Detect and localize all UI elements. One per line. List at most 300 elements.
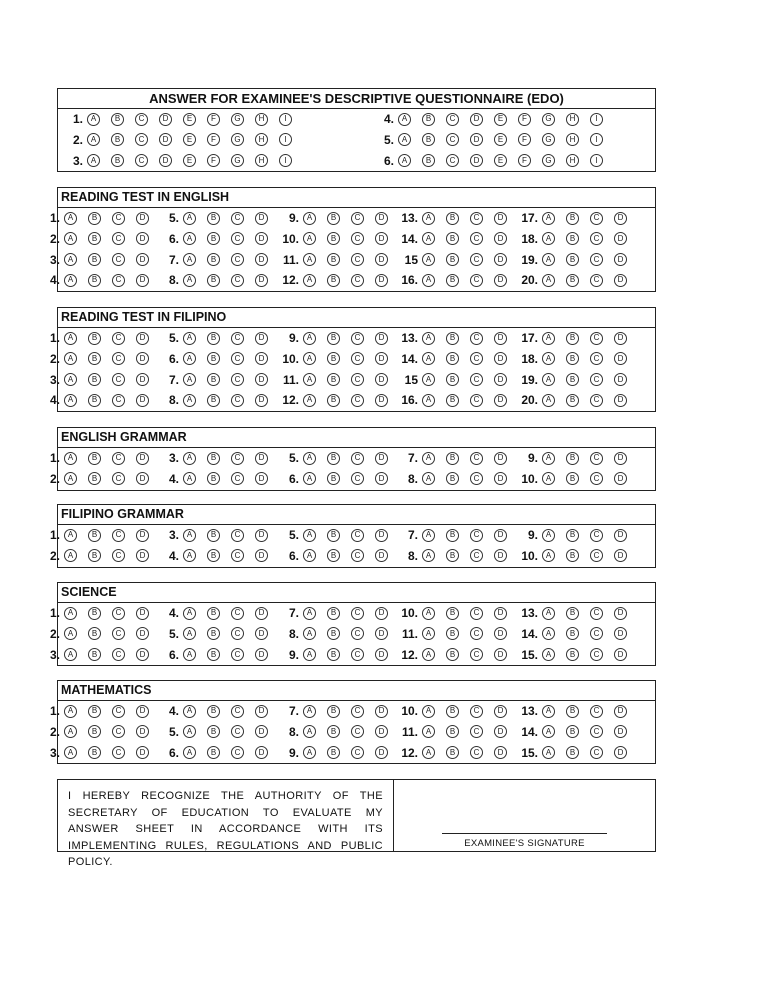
answer-bubble-c[interactable]: C xyxy=(231,549,244,562)
answer-bubble-b[interactable]: B xyxy=(88,648,101,661)
answer-bubble-a[interactable]: A xyxy=(303,253,316,266)
answer-bubble-d[interactable]: D xyxy=(255,648,268,661)
answer-bubble-d[interactable]: D xyxy=(136,274,149,287)
answer-bubble-a[interactable]: A xyxy=(542,627,555,640)
answer-bubble-a[interactable]: A xyxy=(422,529,435,542)
answer-bubble-c[interactable]: C xyxy=(351,253,364,266)
answer-bubble-g[interactable]: G xyxy=(231,113,244,126)
answer-bubble-a[interactable]: A xyxy=(422,725,435,738)
answer-bubble-a[interactable]: A xyxy=(87,154,100,167)
answer-bubble-d[interactable]: D xyxy=(136,529,149,542)
answer-bubble-a[interactable]: A xyxy=(422,472,435,485)
answer-bubble-c[interactable]: C xyxy=(470,529,483,542)
answer-bubble-a[interactable]: A xyxy=(422,373,435,386)
answer-bubble-a[interactable]: A xyxy=(542,472,555,485)
answer-bubble-b[interactable]: B xyxy=(88,529,101,542)
answer-bubble-c[interactable]: C xyxy=(470,607,483,620)
answer-bubble-c[interactable]: C xyxy=(112,746,125,759)
answer-bubble-b[interactable]: B xyxy=(207,352,220,365)
answer-bubble-a[interactable]: A xyxy=(303,705,316,718)
answer-bubble-d[interactable]: D xyxy=(494,607,507,620)
answer-bubble-b[interactable]: B xyxy=(446,529,459,542)
answer-bubble-d[interactable]: D xyxy=(375,373,388,386)
answer-bubble-b[interactable]: B xyxy=(566,549,579,562)
answer-bubble-b[interactable]: B xyxy=(327,352,340,365)
answer-bubble-c[interactable]: C xyxy=(470,352,483,365)
answer-bubble-b[interactable]: B xyxy=(446,648,459,661)
answer-bubble-b[interactable]: B xyxy=(88,352,101,365)
answer-bubble-c[interactable]: C xyxy=(231,746,244,759)
answer-bubble-d[interactable]: D xyxy=(255,352,268,365)
answer-bubble-c[interactable]: C xyxy=(112,352,125,365)
answer-bubble-a[interactable]: A xyxy=(183,725,196,738)
answer-bubble-c[interactable]: C xyxy=(590,212,603,225)
answer-bubble-d[interactable]: D xyxy=(494,232,507,245)
answer-bubble-a[interactable]: A xyxy=(422,746,435,759)
answer-bubble-c[interactable]: C xyxy=(470,725,483,738)
answer-bubble-d[interactable]: D xyxy=(614,332,627,345)
answer-bubble-c[interactable]: C xyxy=(351,725,364,738)
answer-bubble-d[interactable]: D xyxy=(136,332,149,345)
answer-bubble-c[interactable]: C xyxy=(135,113,148,126)
answer-bubble-a[interactable]: A xyxy=(303,746,316,759)
answer-bubble-b[interactable]: B xyxy=(566,212,579,225)
answer-bubble-g[interactable]: G xyxy=(231,133,244,146)
answer-bubble-a[interactable]: A xyxy=(183,746,196,759)
answer-bubble-d[interactable]: D xyxy=(136,627,149,640)
answer-bubble-b[interactable]: B xyxy=(446,607,459,620)
answer-bubble-a[interactable]: A xyxy=(542,746,555,759)
answer-bubble-c[interactable]: C xyxy=(470,549,483,562)
answer-bubble-f[interactable]: F xyxy=(518,154,531,167)
answer-bubble-c[interactable]: C xyxy=(351,607,364,620)
answer-bubble-f[interactable]: F xyxy=(518,133,531,146)
answer-bubble-c[interactable]: C xyxy=(112,627,125,640)
answer-bubble-g[interactable]: G xyxy=(231,154,244,167)
answer-bubble-g[interactable]: G xyxy=(542,154,555,167)
answer-bubble-d[interactable]: D xyxy=(375,472,388,485)
answer-bubble-c[interactable]: C xyxy=(470,452,483,465)
answer-bubble-a[interactable]: A xyxy=(183,648,196,661)
answer-bubble-a[interactable]: A xyxy=(64,746,77,759)
answer-bubble-b[interactable]: B xyxy=(207,452,220,465)
answer-bubble-d[interactable]: D xyxy=(614,274,627,287)
answer-bubble-c[interactable]: C xyxy=(231,274,244,287)
answer-bubble-b[interactable]: B xyxy=(327,529,340,542)
answer-bubble-a[interactable]: A xyxy=(64,529,77,542)
answer-bubble-b[interactable]: B xyxy=(566,607,579,620)
answer-bubble-e[interactable]: E xyxy=(183,154,196,167)
answer-bubble-c[interactable]: C xyxy=(112,232,125,245)
answer-bubble-c[interactable]: C xyxy=(351,746,364,759)
answer-bubble-a[interactable]: A xyxy=(303,394,316,407)
answer-bubble-c[interactable]: C xyxy=(351,648,364,661)
answer-bubble-c[interactable]: C xyxy=(231,648,244,661)
answer-bubble-b[interactable]: B xyxy=(446,549,459,562)
answer-bubble-d[interactable]: D xyxy=(255,394,268,407)
answer-bubble-a[interactable]: A xyxy=(87,113,100,126)
answer-bubble-a[interactable]: A xyxy=(64,607,77,620)
answer-bubble-c[interactable]: C xyxy=(112,373,125,386)
answer-bubble-b[interactable]: B xyxy=(566,274,579,287)
answer-bubble-d[interactable]: D xyxy=(375,725,388,738)
answer-bubble-d[interactable]: D xyxy=(136,549,149,562)
answer-bubble-d[interactable]: D xyxy=(136,232,149,245)
answer-bubble-a[interactable]: A xyxy=(422,274,435,287)
answer-bubble-a[interactable]: A xyxy=(303,274,316,287)
answer-bubble-a[interactable]: A xyxy=(303,452,316,465)
answer-bubble-c[interactable]: C xyxy=(351,373,364,386)
answer-bubble-a[interactable]: A xyxy=(422,232,435,245)
answer-bubble-c[interactable]: C xyxy=(590,452,603,465)
answer-bubble-b[interactable]: B xyxy=(327,472,340,485)
answer-bubble-b[interactable]: B xyxy=(566,394,579,407)
answer-bubble-b[interactable]: B xyxy=(446,352,459,365)
answer-bubble-i[interactable]: I xyxy=(279,154,292,167)
answer-bubble-h[interactable]: H xyxy=(566,133,579,146)
answer-bubble-b[interactable]: B xyxy=(422,113,435,126)
answer-bubble-c[interactable]: C xyxy=(135,133,148,146)
answer-bubble-c[interactable]: C xyxy=(112,332,125,345)
answer-bubble-b[interactable]: B xyxy=(207,746,220,759)
answer-bubble-c[interactable]: C xyxy=(590,648,603,661)
answer-bubble-c[interactable]: C xyxy=(590,529,603,542)
answer-bubble-b[interactable]: B xyxy=(566,472,579,485)
answer-bubble-d[interactable]: D xyxy=(614,253,627,266)
answer-bubble-b[interactable]: B xyxy=(566,373,579,386)
answer-bubble-d[interactable]: D xyxy=(159,133,172,146)
answer-bubble-d[interactable]: D xyxy=(614,394,627,407)
answer-bubble-c[interactable]: C xyxy=(446,133,459,146)
answer-bubble-b[interactable]: B xyxy=(327,746,340,759)
answer-bubble-d[interactable]: D xyxy=(494,394,507,407)
answer-bubble-b[interactable]: B xyxy=(446,705,459,718)
answer-bubble-a[interactable]: A xyxy=(542,373,555,386)
answer-bubble-a[interactable]: A xyxy=(398,113,411,126)
answer-bubble-b[interactable]: B xyxy=(327,725,340,738)
answer-bubble-b[interactable]: B xyxy=(207,212,220,225)
answer-bubble-a[interactable]: A xyxy=(183,274,196,287)
answer-bubble-a[interactable]: A xyxy=(542,725,555,738)
answer-bubble-c[interactable]: C xyxy=(231,472,244,485)
answer-bubble-c[interactable]: C xyxy=(231,373,244,386)
answer-bubble-d[interactable]: D xyxy=(159,113,172,126)
answer-bubble-c[interactable]: C xyxy=(231,394,244,407)
answer-bubble-b[interactable]: B xyxy=(327,332,340,345)
answer-bubble-c[interactable]: C xyxy=(470,705,483,718)
answer-bubble-d[interactable]: D xyxy=(159,154,172,167)
answer-bubble-a[interactable]: A xyxy=(303,373,316,386)
answer-bubble-c[interactable]: C xyxy=(590,627,603,640)
answer-bubble-b[interactable]: B xyxy=(566,705,579,718)
answer-bubble-a[interactable]: A xyxy=(422,452,435,465)
answer-bubble-a[interactable]: A xyxy=(542,212,555,225)
answer-bubble-c[interactable]: C xyxy=(231,332,244,345)
answer-bubble-c[interactable]: C xyxy=(590,253,603,266)
answer-bubble-c[interactable]: C xyxy=(135,154,148,167)
answer-bubble-b[interactable]: B xyxy=(207,274,220,287)
answer-bubble-a[interactable]: A xyxy=(64,549,77,562)
answer-bubble-d[interactable]: D xyxy=(375,332,388,345)
answer-bubble-d[interactable]: D xyxy=(255,725,268,738)
answer-bubble-d[interactable]: D xyxy=(375,627,388,640)
answer-bubble-b[interactable]: B xyxy=(88,394,101,407)
answer-bubble-d[interactable]: D xyxy=(375,648,388,661)
answer-bubble-d[interactable]: D xyxy=(614,232,627,245)
answer-bubble-d[interactable]: D xyxy=(375,253,388,266)
answer-bubble-d[interactable]: D xyxy=(255,607,268,620)
answer-bubble-c[interactable]: C xyxy=(590,746,603,759)
answer-bubble-b[interactable]: B xyxy=(88,627,101,640)
answer-bubble-b[interactable]: B xyxy=(566,529,579,542)
answer-bubble-d[interactable]: D xyxy=(494,332,507,345)
answer-bubble-a[interactable]: A xyxy=(64,332,77,345)
answer-bubble-c[interactable]: C xyxy=(590,332,603,345)
answer-bubble-c[interactable]: C xyxy=(231,212,244,225)
answer-bubble-c[interactable]: C xyxy=(231,452,244,465)
answer-bubble-b[interactable]: B xyxy=(446,746,459,759)
answer-bubble-d[interactable]: D xyxy=(494,274,507,287)
answer-bubble-d[interactable]: D xyxy=(136,452,149,465)
answer-bubble-b[interactable]: B xyxy=(566,232,579,245)
answer-bubble-g[interactable]: G xyxy=(542,113,555,126)
answer-bubble-d[interactable]: D xyxy=(614,472,627,485)
answer-bubble-b[interactable]: B xyxy=(446,232,459,245)
answer-bubble-a[interactable]: A xyxy=(542,529,555,542)
answer-bubble-b[interactable]: B xyxy=(327,648,340,661)
answer-bubble-c[interactable]: C xyxy=(351,394,364,407)
answer-bubble-c[interactable]: C xyxy=(112,452,125,465)
answer-bubble-b[interactable]: B xyxy=(207,332,220,345)
answer-bubble-c[interactable]: C xyxy=(590,607,603,620)
answer-bubble-a[interactable]: A xyxy=(422,394,435,407)
answer-bubble-a[interactable]: A xyxy=(542,549,555,562)
answer-bubble-d[interactable]: D xyxy=(614,725,627,738)
answer-bubble-c[interactable]: C xyxy=(446,154,459,167)
answer-bubble-a[interactable]: A xyxy=(303,212,316,225)
answer-bubble-a[interactable]: A xyxy=(183,253,196,266)
answer-bubble-d[interactable]: D xyxy=(494,352,507,365)
answer-bubble-c[interactable]: C xyxy=(470,648,483,661)
answer-bubble-c[interactable]: C xyxy=(112,607,125,620)
answer-bubble-a[interactable]: A xyxy=(64,452,77,465)
answer-bubble-i[interactable]: I xyxy=(590,133,603,146)
answer-bubble-c[interactable]: C xyxy=(231,705,244,718)
answer-bubble-c[interactable]: C xyxy=(112,394,125,407)
answer-bubble-b[interactable]: B xyxy=(446,394,459,407)
answer-bubble-b[interactable]: B xyxy=(207,705,220,718)
answer-bubble-a[interactable]: A xyxy=(422,212,435,225)
answer-bubble-d[interactable]: D xyxy=(255,746,268,759)
answer-bubble-a[interactable]: A xyxy=(422,705,435,718)
answer-bubble-b[interactable]: B xyxy=(111,113,124,126)
answer-bubble-d[interactable]: D xyxy=(255,373,268,386)
answer-bubble-a[interactable]: A xyxy=(542,648,555,661)
answer-bubble-b[interactable]: B xyxy=(327,212,340,225)
answer-bubble-d[interactable]: D xyxy=(375,529,388,542)
answer-bubble-d[interactable]: D xyxy=(494,253,507,266)
answer-bubble-a[interactable]: A xyxy=(64,627,77,640)
answer-bubble-d[interactable]: D xyxy=(494,529,507,542)
answer-bubble-d[interactable]: D xyxy=(375,607,388,620)
answer-bubble-d[interactable]: D xyxy=(614,529,627,542)
answer-bubble-h[interactable]: H xyxy=(566,154,579,167)
answer-bubble-a[interactable]: A xyxy=(87,133,100,146)
answer-bubble-a[interactable]: A xyxy=(542,394,555,407)
answer-bubble-d[interactable]: D xyxy=(614,627,627,640)
answer-bubble-c[interactable]: C xyxy=(112,705,125,718)
answer-bubble-d[interactable]: D xyxy=(614,352,627,365)
answer-bubble-d[interactable]: D xyxy=(255,529,268,542)
answer-bubble-b[interactable]: B xyxy=(566,352,579,365)
answer-bubble-b[interactable]: B xyxy=(207,373,220,386)
answer-bubble-a[interactable]: A xyxy=(398,154,411,167)
answer-bubble-c[interactable]: C xyxy=(231,253,244,266)
answer-bubble-d[interactable]: D xyxy=(136,373,149,386)
answer-bubble-c[interactable]: C xyxy=(112,274,125,287)
answer-bubble-b[interactable]: B xyxy=(207,472,220,485)
answer-bubble-c[interactable]: C xyxy=(351,274,364,287)
answer-bubble-a[interactable]: A xyxy=(542,452,555,465)
answer-bubble-c[interactable]: C xyxy=(231,725,244,738)
answer-bubble-a[interactable]: A xyxy=(422,352,435,365)
answer-bubble-c[interactable]: C xyxy=(112,648,125,661)
answer-bubble-d[interactable]: D xyxy=(255,274,268,287)
answer-bubble-b[interactable]: B xyxy=(88,253,101,266)
answer-bubble-c[interactable]: C xyxy=(590,725,603,738)
answer-bubble-c[interactable]: C xyxy=(231,627,244,640)
answer-bubble-c[interactable]: C xyxy=(231,607,244,620)
answer-bubble-d[interactable]: D xyxy=(375,549,388,562)
answer-bubble-b[interactable]: B xyxy=(88,232,101,245)
answer-bubble-b[interactable]: B xyxy=(88,705,101,718)
answer-bubble-c[interactable]: C xyxy=(590,373,603,386)
answer-bubble-b[interactable]: B xyxy=(446,725,459,738)
answer-bubble-c[interactable]: C xyxy=(470,232,483,245)
answer-bubble-a[interactable]: A xyxy=(303,607,316,620)
answer-bubble-a[interactable]: A xyxy=(183,332,196,345)
answer-bubble-d[interactable]: D xyxy=(375,394,388,407)
answer-bubble-b[interactable]: B xyxy=(566,648,579,661)
answer-bubble-b[interactable]: B xyxy=(207,648,220,661)
answer-bubble-d[interactable]: D xyxy=(255,332,268,345)
answer-bubble-d[interactable]: D xyxy=(494,746,507,759)
answer-bubble-b[interactable]: B xyxy=(88,746,101,759)
answer-bubble-d[interactable]: D xyxy=(494,472,507,485)
answer-bubble-d[interactable]: D xyxy=(494,212,507,225)
answer-bubble-a[interactable]: A xyxy=(64,274,77,287)
answer-bubble-a[interactable]: A xyxy=(542,332,555,345)
answer-bubble-a[interactable]: A xyxy=(422,607,435,620)
answer-bubble-d[interactable]: D xyxy=(255,549,268,562)
answer-bubble-d[interactable]: D xyxy=(494,549,507,562)
answer-bubble-a[interactable]: A xyxy=(303,332,316,345)
answer-bubble-d[interactable]: D xyxy=(614,648,627,661)
answer-bubble-a[interactable]: A xyxy=(542,607,555,620)
answer-bubble-b[interactable]: B xyxy=(88,472,101,485)
signature-line[interactable] xyxy=(442,833,607,834)
answer-bubble-a[interactable]: A xyxy=(303,725,316,738)
answer-bubble-a[interactable]: A xyxy=(64,253,77,266)
answer-bubble-b[interactable]: B xyxy=(327,373,340,386)
answer-bubble-d[interactable]: D xyxy=(136,394,149,407)
answer-bubble-b[interactable]: B xyxy=(446,452,459,465)
answer-bubble-d[interactable]: D xyxy=(614,373,627,386)
answer-bubble-d[interactable]: D xyxy=(255,212,268,225)
answer-bubble-c[interactable]: C xyxy=(470,394,483,407)
answer-bubble-d[interactable]: D xyxy=(375,746,388,759)
answer-bubble-d[interactable]: D xyxy=(494,452,507,465)
answer-bubble-d[interactable]: D xyxy=(614,212,627,225)
answer-bubble-b[interactable]: B xyxy=(446,253,459,266)
answer-bubble-d[interactable]: D xyxy=(375,452,388,465)
answer-bubble-d[interactable]: D xyxy=(375,705,388,718)
answer-bubble-e[interactable]: E xyxy=(494,133,507,146)
answer-bubble-c[interactable]: C xyxy=(590,232,603,245)
answer-bubble-f[interactable]: F xyxy=(207,154,220,167)
answer-bubble-d[interactable]: D xyxy=(494,627,507,640)
answer-bubble-b[interactable]: B xyxy=(446,373,459,386)
answer-bubble-a[interactable]: A xyxy=(183,529,196,542)
answer-bubble-b[interactable]: B xyxy=(566,452,579,465)
answer-bubble-a[interactable]: A xyxy=(183,373,196,386)
answer-bubble-b[interactable]: B xyxy=(207,549,220,562)
answer-bubble-f[interactable]: F xyxy=(207,113,220,126)
answer-bubble-i[interactable]: I xyxy=(590,113,603,126)
answer-bubble-b[interactable]: B xyxy=(446,212,459,225)
answer-bubble-c[interactable]: C xyxy=(231,529,244,542)
answer-bubble-b[interactable]: B xyxy=(111,133,124,146)
answer-bubble-b[interactable]: B xyxy=(207,607,220,620)
answer-bubble-c[interactable]: C xyxy=(351,452,364,465)
answer-bubble-b[interactable]: B xyxy=(327,452,340,465)
answer-bubble-a[interactable]: A xyxy=(183,212,196,225)
answer-bubble-a[interactable]: A xyxy=(64,212,77,225)
answer-bubble-c[interactable]: C xyxy=(351,549,364,562)
answer-bubble-b[interactable]: B xyxy=(207,394,220,407)
answer-bubble-f[interactable]: F xyxy=(207,133,220,146)
answer-bubble-h[interactable]: H xyxy=(255,154,268,167)
answer-bubble-c[interactable]: C xyxy=(590,274,603,287)
answer-bubble-a[interactable]: A xyxy=(183,232,196,245)
answer-bubble-b[interactable]: B xyxy=(327,253,340,266)
answer-bubble-h[interactable]: H xyxy=(255,133,268,146)
answer-bubble-a[interactable]: A xyxy=(183,607,196,620)
answer-bubble-a[interactable]: A xyxy=(64,648,77,661)
answer-bubble-d[interactable]: D xyxy=(136,607,149,620)
answer-bubble-d[interactable]: D xyxy=(136,352,149,365)
answer-bubble-i[interactable]: I xyxy=(590,154,603,167)
answer-bubble-a[interactable]: A xyxy=(422,253,435,266)
answer-bubble-d[interactable]: D xyxy=(614,607,627,620)
answer-bubble-f[interactable]: F xyxy=(518,113,531,126)
answer-bubble-d[interactable]: D xyxy=(255,232,268,245)
answer-bubble-a[interactable]: A xyxy=(398,133,411,146)
answer-bubble-c[interactable]: C xyxy=(470,627,483,640)
answer-bubble-a[interactable]: A xyxy=(303,232,316,245)
answer-bubble-a[interactable]: A xyxy=(64,373,77,386)
answer-bubble-a[interactable]: A xyxy=(183,705,196,718)
answer-bubble-b[interactable]: B xyxy=(88,607,101,620)
answer-bubble-c[interactable]: C xyxy=(231,232,244,245)
answer-bubble-a[interactable]: A xyxy=(303,472,316,485)
answer-bubble-d[interactable]: D xyxy=(494,373,507,386)
answer-bubble-d[interactable]: D xyxy=(614,746,627,759)
answer-bubble-d[interactable]: D xyxy=(255,253,268,266)
answer-bubble-d[interactable]: D xyxy=(255,452,268,465)
answer-bubble-d[interactable]: D xyxy=(375,274,388,287)
answer-bubble-b[interactable]: B xyxy=(446,627,459,640)
